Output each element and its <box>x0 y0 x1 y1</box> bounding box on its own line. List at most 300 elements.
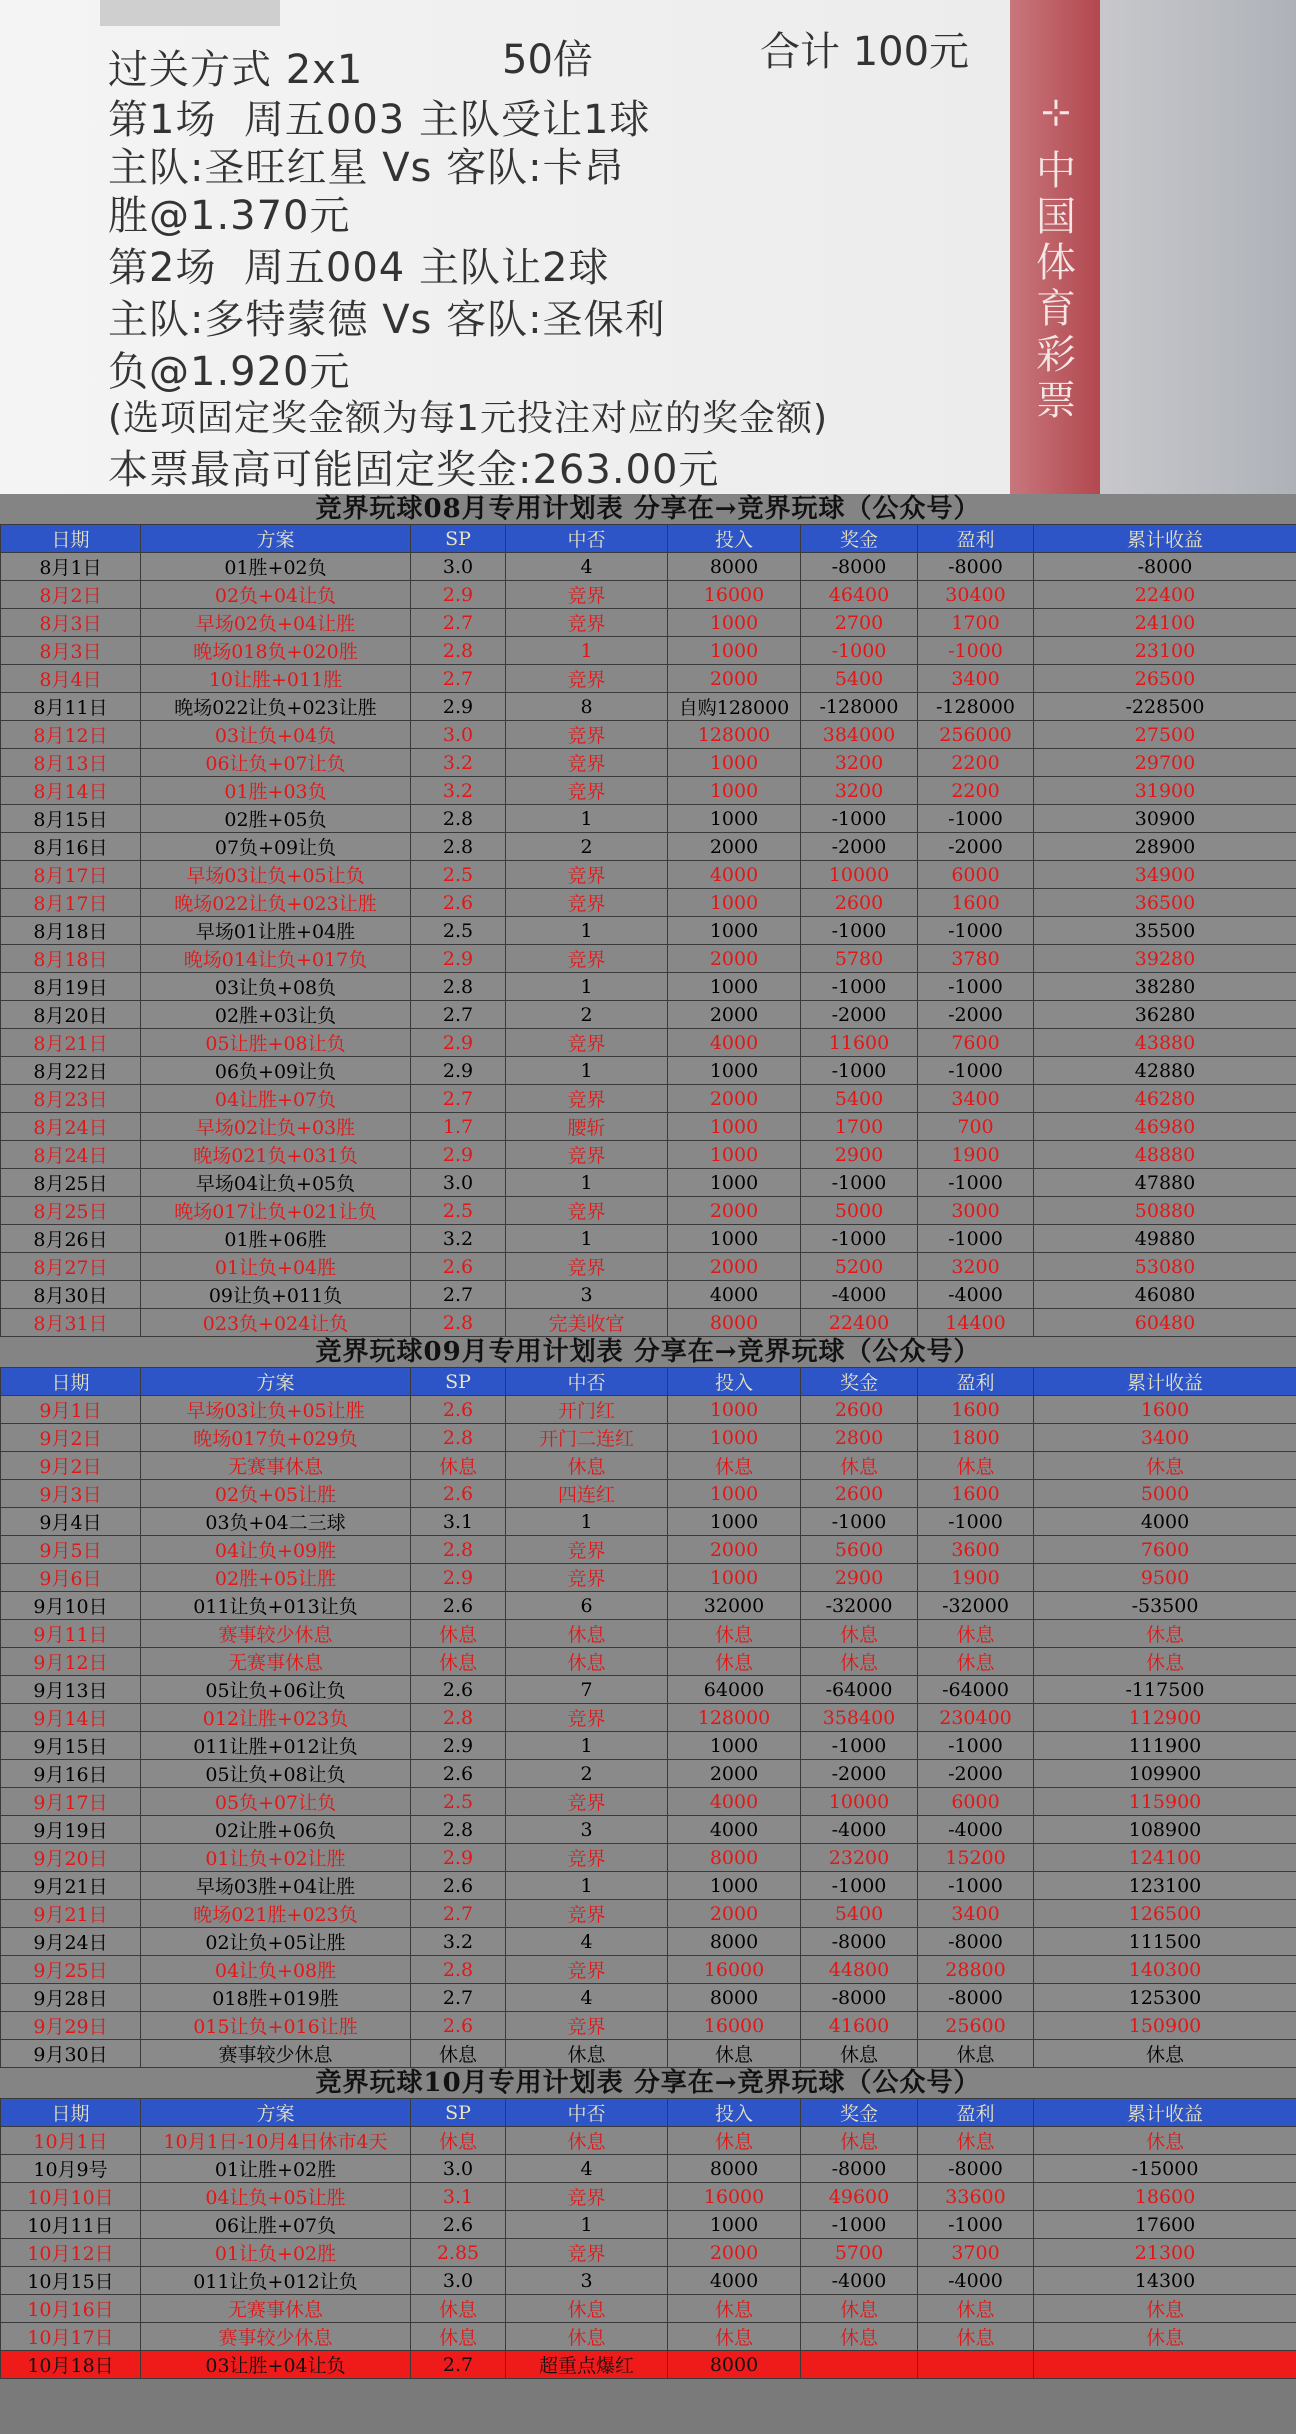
cell-plan: 04让负+08胜 <box>141 1956 411 1984</box>
cell-result: 竞界 <box>506 2239 668 2267</box>
table-row <box>1 1592 1296 1620</box>
cell-result: 竞界 <box>506 721 668 749</box>
table-row <box>1 889 1296 917</box>
cell-plan: 06让胜+07负 <box>141 2211 411 2239</box>
cell-sp: 2.6 <box>411 1396 506 1424</box>
cell-prize: -1000 <box>801 1508 918 1536</box>
cell-plan: 023负+024让负 <box>141 1309 411 1337</box>
cell-date: 8月18日 <box>1 945 141 973</box>
cell-sp: 2.9 <box>411 1564 506 1592</box>
cell-sp: 3.0 <box>411 721 506 749</box>
cell-cumulative: 43880 <box>1034 1029 1296 1057</box>
table-row <box>1 2155 1296 2183</box>
cell-profit: 28800 <box>918 1956 1034 1984</box>
cell-prize: 5400 <box>801 1900 918 1928</box>
pass-method: 过关方式 2x1 <box>108 47 364 93</box>
cell-date: 8月3日 <box>1 637 141 665</box>
cell-plan: 02负+04让负 <box>141 581 411 609</box>
cell-date: 9月20日 <box>1 1844 141 1872</box>
cell-result: 2 <box>506 1001 668 1029</box>
cell-stake: 4000 <box>668 1788 801 1816</box>
column-header-plan: 方案 <box>141 1368 411 1396</box>
cell-prize: 5400 <box>801 1085 918 1113</box>
cell-plan: 10让胜+011胜 <box>141 665 411 693</box>
cell-date: 10月11日 <box>1 2211 141 2239</box>
cell-profit: 休息 <box>918 2295 1034 2323</box>
cell-date: 10月18日 <box>1 2351 141 2379</box>
column-header-profit: 盈利 <box>918 2099 1034 2127</box>
cell-plan: 03让胜+04让负 <box>141 2351 411 2379</box>
cell-cumulative: -117500 <box>1034 1676 1296 1704</box>
table-row <box>1 2183 1296 2211</box>
cell-prize: 5400 <box>801 665 918 693</box>
cell-result: 竞界 <box>506 581 668 609</box>
table-row <box>1 2239 1296 2267</box>
cell-sp: 2.7 <box>411 1984 506 2012</box>
cell-cumulative: 3400 <box>1034 1424 1296 1452</box>
cell-prize: 5780 <box>801 945 918 973</box>
prize-note: (选项固定奖金额为每1元投注对应的奖金额) <box>108 398 828 439</box>
table-row <box>1 1396 1296 1424</box>
cell-sp: 1.7 <box>411 1113 506 1141</box>
cell-profit: -1000 <box>918 1872 1034 1900</box>
cell-sp: 2.6 <box>411 2211 506 2239</box>
match1-header: 第1场 周五003 主队受让1球 <box>108 97 651 143</box>
cell-stake: 2000 <box>668 665 801 693</box>
cell-stake: 8000 <box>668 553 801 581</box>
table-row <box>1 1788 1296 1816</box>
cell-plan: 04让负+05让胜 <box>141 2183 411 2211</box>
cell-cumulative: 53080 <box>1034 1253 1296 1281</box>
table-row <box>1 1984 1296 2012</box>
cell-profit: 3400 <box>918 1900 1034 1928</box>
table-row <box>1 581 1296 609</box>
table-row <box>1 1704 1296 1732</box>
cell-stake: 8000 <box>668 1309 801 1337</box>
cell-date: 10月9号 <box>1 2155 141 2183</box>
cell-sp: 2.8 <box>411 1956 506 1984</box>
cell-plan: 早场02负+04让胜 <box>141 609 411 637</box>
cell-stake: 8000 <box>668 2351 801 2379</box>
cell-prize: -1000 <box>801 637 918 665</box>
cell-cumulative: 124100 <box>1034 1844 1296 1872</box>
cell-result: 1 <box>506 1169 668 1197</box>
cell-date: 8月27日 <box>1 1253 141 1281</box>
cell-prize: -1000 <box>801 1872 918 1900</box>
cell-result: 竞界 <box>506 1956 668 1984</box>
table-row <box>1 777 1296 805</box>
cell-prize: 3200 <box>801 777 918 805</box>
cell-result: 6 <box>506 1592 668 1620</box>
cell-cumulative: 49880 <box>1034 1225 1296 1253</box>
column-header-date: 日期 <box>1 2099 141 2127</box>
table-row <box>1 917 1296 945</box>
cell-stake: 128000 <box>668 1704 801 1732</box>
cell-plan: 06让负+07让负 <box>141 749 411 777</box>
cell-result: 4 <box>506 2155 668 2183</box>
table-row <box>1 2040 1296 2068</box>
cell-prize: -8000 <box>801 1984 918 2012</box>
cell-date: 10月17日 <box>1 2323 141 2351</box>
cell-cumulative: -15000 <box>1034 2155 1296 2183</box>
cell-prize: 384000 <box>801 721 918 749</box>
column-header-result: 中否 <box>506 2099 668 2127</box>
table-row <box>1 1872 1296 1900</box>
cell-stake: 1000 <box>668 777 801 805</box>
cell-stake: 1000 <box>668 1732 801 1760</box>
cell-prize: -1000 <box>801 2211 918 2239</box>
cell-profit: -4000 <box>918 1816 1034 1844</box>
cell-plan: 无赛事休息 <box>141 2295 411 2323</box>
cell-result: 4 <box>506 1928 668 1956</box>
cell-stake: 16000 <box>668 2183 801 2211</box>
cell-plan: 03让负+04负 <box>141 721 411 749</box>
cell-plan: 晚场021胜+023负 <box>141 1900 411 1928</box>
column-header-sp: SP <box>411 2099 506 2127</box>
cell-date: 10月16日 <box>1 2295 141 2323</box>
table-row <box>1 1564 1296 1592</box>
table-row <box>1 1253 1296 1281</box>
cell-cumulative: 123100 <box>1034 1872 1296 1900</box>
cell-result: 3 <box>506 1281 668 1309</box>
table-row <box>1 2012 1296 2040</box>
cell-plan: 晚场014让负+017负 <box>141 945 411 973</box>
cell-sp: 2.8 <box>411 805 506 833</box>
cell-sp: 3.0 <box>411 2155 506 2183</box>
cell-profit: 休息 <box>918 2040 1034 2068</box>
cell-cumulative: 140300 <box>1034 1956 1296 1984</box>
cell-plan: 05让负+08让负 <box>141 1760 411 1788</box>
cell-profit: 2200 <box>918 749 1034 777</box>
cell-date: 9月6日 <box>1 1564 141 1592</box>
cell-result: 休息 <box>506 2040 668 2068</box>
cell-stake: 16000 <box>668 581 801 609</box>
cell-prize: 46400 <box>801 581 918 609</box>
cell-cumulative: 14300 <box>1034 2267 1296 2295</box>
cell-cumulative: 17600 <box>1034 2211 1296 2239</box>
cell-stake: 2000 <box>668 1536 801 1564</box>
column-header-profit: 盈利 <box>918 1368 1034 1396</box>
cell-result: 竞界 <box>506 1197 668 1225</box>
cell-stake: 4000 <box>668 1816 801 1844</box>
cell-plan: 01胜+03负 <box>141 777 411 805</box>
table-row <box>1 1648 1296 1676</box>
cell-stake: 64000 <box>668 1676 801 1704</box>
cell-cumulative: 39280 <box>1034 945 1296 973</box>
cell-plan: 早场04让负+05负 <box>141 1169 411 1197</box>
multiple: 50倍 <box>502 37 593 83</box>
cell-profit: 休息 <box>918 1452 1034 1480</box>
cell-profit: 休息 <box>918 1620 1034 1648</box>
cell-plan: 无赛事休息 <box>141 1648 411 1676</box>
cell-cumulative: 28900 <box>1034 833 1296 861</box>
cell-stake: 32000 <box>668 1592 801 1620</box>
cell-stake: 1000 <box>668 1225 801 1253</box>
cell-result: 竞界 <box>506 2012 668 2040</box>
cell-result: 竞界 <box>506 1085 668 1113</box>
table-row <box>1 1424 1296 1452</box>
cell-stake: 1000 <box>668 1396 801 1424</box>
cell-profit: 14400 <box>918 1309 1034 1337</box>
table-row <box>1 721 1296 749</box>
table-row <box>1 553 1296 581</box>
cell-profit: -1000 <box>918 1508 1034 1536</box>
cell-profit: 1900 <box>918 1141 1034 1169</box>
cell-date: 8月1日 <box>1 553 141 581</box>
cell-stake: 1000 <box>668 1057 801 1085</box>
table-row <box>1 833 1296 861</box>
cell-result: 1 <box>506 973 668 1001</box>
cell-profit: -8000 <box>918 1984 1034 2012</box>
cell-result: 7 <box>506 1676 668 1704</box>
cell-date: 10月10日 <box>1 2183 141 2211</box>
cell-profit: 1800 <box>918 1424 1034 1452</box>
cell-sp: 2.9 <box>411 1141 506 1169</box>
cell-prize: 1700 <box>801 1113 918 1141</box>
cell-sp: 2.8 <box>411 973 506 1001</box>
cell-prize: -8000 <box>801 2155 918 2183</box>
column-header-prize: 奖金 <box>801 2099 918 2127</box>
cell-date: 8月20日 <box>1 1001 141 1029</box>
cell-stake: 8000 <box>668 1984 801 2012</box>
cell-date: 8月22日 <box>1 1057 141 1085</box>
table-row <box>1 609 1296 637</box>
cell-prize: -1000 <box>801 1169 918 1197</box>
cell-prize: 22400 <box>801 1309 918 1337</box>
cell-prize: 2900 <box>801 1564 918 1592</box>
cell-plan: 02胜+03让负 <box>141 1001 411 1029</box>
cell-cumulative: 7600 <box>1034 1536 1296 1564</box>
cell-stake: 休息 <box>668 2127 801 2155</box>
cell-prize: 23200 <box>801 1844 918 1872</box>
cell-date: 8月15日 <box>1 805 141 833</box>
cell-sp: 2.9 <box>411 1732 506 1760</box>
cell-prize: -64000 <box>801 1676 918 1704</box>
cell-date: 8月4日 <box>1 665 141 693</box>
cell-result: 1 <box>506 805 668 833</box>
table-row <box>1 861 1296 889</box>
cell-sp: 2.8 <box>411 1309 506 1337</box>
cell-sp: 2.9 <box>411 1057 506 1085</box>
cell-sp: 3.0 <box>411 2267 506 2295</box>
cell-profit: 3700 <box>918 2239 1034 2267</box>
cell-cumulative: 38280 <box>1034 973 1296 1001</box>
cell-result: 2 <box>506 833 668 861</box>
cell-stake: 2000 <box>668 1760 801 1788</box>
cell-result: 3 <box>506 1816 668 1844</box>
cell-prize: -1000 <box>801 1225 918 1253</box>
cell-stake: 1000 <box>668 889 801 917</box>
cell-date: 9月3日 <box>1 1480 141 1508</box>
cell-plan: 晚场017负+029负 <box>141 1424 411 1452</box>
column-header-result: 中否 <box>506 1368 668 1396</box>
cell-cumulative: 36500 <box>1034 889 1296 917</box>
cell-cumulative: 115900 <box>1034 1788 1296 1816</box>
cell-cumulative: 42880 <box>1034 1057 1296 1085</box>
table-row <box>1 1169 1296 1197</box>
cell-cumulative: 30900 <box>1034 805 1296 833</box>
cell-prize: 休息 <box>801 2323 918 2351</box>
cell-result: 休息 <box>506 1620 668 1648</box>
cell-stake: 2000 <box>668 1253 801 1281</box>
cell-sp: 2.8 <box>411 1536 506 1564</box>
cell-result: 竞界 <box>506 861 668 889</box>
table-header-row <box>1 525 1296 553</box>
cell-date: 8月24日 <box>1 1113 141 1141</box>
cell-sp: 2.7 <box>411 2351 506 2379</box>
cell-stake: 2000 <box>668 2239 801 2267</box>
cell-prize <box>801 2351 918 2379</box>
cell-profit: -8000 <box>918 1928 1034 1956</box>
cell-result: 休息 <box>506 2127 668 2155</box>
cell-result: 1 <box>506 1732 668 1760</box>
cell-date: 8月25日 <box>1 1169 141 1197</box>
cell-profit: -64000 <box>918 1676 1034 1704</box>
cell-plan: 03让负+08负 <box>141 973 411 1001</box>
cell-cumulative: 46080 <box>1034 1281 1296 1309</box>
lottery-logo-icon: ⊹ <box>1040 92 1072 133</box>
cell-stake: 1000 <box>668 609 801 637</box>
table-row <box>1 1956 1296 1984</box>
cell-profit: 6000 <box>918 861 1034 889</box>
cell-profit: 休息 <box>918 2127 1034 2155</box>
cell-sp: 3.0 <box>411 1169 506 1197</box>
cell-date: 9月29日 <box>1 2012 141 2040</box>
cell-stake: 1000 <box>668 2211 801 2239</box>
table-row <box>1 2323 1296 2351</box>
cell-sp: 2.85 <box>411 2239 506 2267</box>
table-row <box>1 1281 1296 1309</box>
cell-plan: 018胜+019胜 <box>141 1984 411 2012</box>
cell-stake: 4000 <box>668 1281 801 1309</box>
cell-date: 8月30日 <box>1 1281 141 1309</box>
cell-stake: 1000 <box>668 805 801 833</box>
cell-prize: -128000 <box>801 693 918 721</box>
cell-result: 1 <box>506 1508 668 1536</box>
table-header-row <box>1 1368 1296 1396</box>
column-header-plan: 方案 <box>141 2099 411 2127</box>
cell-plan: 06负+09让负 <box>141 1057 411 1085</box>
cell-sp: 2.8 <box>411 1816 506 1844</box>
cell-sp: 2.5 <box>411 1197 506 1225</box>
cell-plan: 03负+04二三球 <box>141 1508 411 1536</box>
cell-cumulative: -8000 <box>1034 553 1296 581</box>
cell-plan: 01胜+02负 <box>141 553 411 581</box>
cell-date: 8月11日 <box>1 693 141 721</box>
table-row <box>1 1816 1296 1844</box>
cell-sp: 2.7 <box>411 1001 506 1029</box>
cell-profit <box>918 2351 1034 2379</box>
cell-sp: 2.9 <box>411 1844 506 1872</box>
cell-profit: 3400 <box>918 1085 1034 1113</box>
cell-profit: 1600 <box>918 1480 1034 1508</box>
cell-sp: 休息 <box>411 2295 506 2323</box>
cell-prize: 49600 <box>801 2183 918 2211</box>
cell-result: 竞界 <box>506 945 668 973</box>
cell-prize: 358400 <box>801 1704 918 1732</box>
cell-plan: 早场03让负+05让胜 <box>141 1396 411 1424</box>
table-row <box>1 665 1296 693</box>
column-header-stake: 投入 <box>668 525 801 553</box>
cell-sp: 2.6 <box>411 1592 506 1620</box>
cell-result: 3 <box>506 2267 668 2295</box>
match1-odds: 胜@1.370元 <box>108 193 351 239</box>
cell-date: 9月19日 <box>1 1816 141 1844</box>
cell-cumulative: 24100 <box>1034 609 1296 637</box>
cell-plan: 09让负+011负 <box>141 1281 411 1309</box>
cell-prize: -8000 <box>801 553 918 581</box>
column-header-sp: SP <box>411 525 506 553</box>
cell-date: 8月19日 <box>1 973 141 1001</box>
cell-cumulative: 111500 <box>1034 1928 1296 1956</box>
cell-profit: -8000 <box>918 2155 1034 2183</box>
cell-stake: 休息 <box>668 1620 801 1648</box>
cell-sp: 2.7 <box>411 665 506 693</box>
cell-plan: 02胜+05负 <box>141 805 411 833</box>
cell-prize: 2600 <box>801 1396 918 1424</box>
cell-date: 8月17日 <box>1 861 141 889</box>
cell-date: 10月1日 <box>1 2127 141 2155</box>
cell-plan: 晚场021负+031负 <box>141 1141 411 1169</box>
cell-stake: 1000 <box>668 749 801 777</box>
cell-stake: 1000 <box>668 1141 801 1169</box>
table-row <box>1 1508 1296 1536</box>
cell-plan: 晚场022让负+023让胜 <box>141 693 411 721</box>
cell-stake: 1000 <box>668 1169 801 1197</box>
cell-stake: 1000 <box>668 637 801 665</box>
cell-result: 竞界 <box>506 1536 668 1564</box>
cell-profit: 7600 <box>918 1029 1034 1057</box>
cell-result: 腰斩 <box>506 1113 668 1141</box>
cell-stake: 1000 <box>668 1424 801 1452</box>
cell-date: 8月17日 <box>1 889 141 917</box>
cell-date: 9月4日 <box>1 1508 141 1536</box>
cell-stake: 休息 <box>668 2040 801 2068</box>
cell-date: 8月2日 <box>1 581 141 609</box>
cell-profit: -1000 <box>918 917 1034 945</box>
cell-plan: 早场03胜+04让胜 <box>141 1872 411 1900</box>
table-row <box>1 805 1296 833</box>
cell-date: 8月18日 <box>1 917 141 945</box>
cell-cumulative: -53500 <box>1034 1592 1296 1620</box>
cell-date: 8月25日 <box>1 1197 141 1225</box>
cell-date: 8月26日 <box>1 1225 141 1253</box>
cell-sp: 2.7 <box>411 1281 506 1309</box>
cell-stake: 自购128000 <box>668 693 801 721</box>
cell-result: 1 <box>506 2211 668 2239</box>
table-row <box>1 1141 1296 1169</box>
cell-plan: 01让胜+02胜 <box>141 2155 411 2183</box>
cell-result: 四连红 <box>506 1480 668 1508</box>
table-row <box>1 1085 1296 1113</box>
cell-cumulative: 31900 <box>1034 777 1296 805</box>
table-row <box>1 1225 1296 1253</box>
cell-stake: 2000 <box>668 1900 801 1928</box>
cell-result: 休息 <box>506 2323 668 2351</box>
cell-sp: 2.9 <box>411 581 506 609</box>
photo-background <box>1100 0 1296 494</box>
cell-plan: 01让负+02胜 <box>141 2239 411 2267</box>
cell-sp: 3.1 <box>411 1508 506 1536</box>
cell-cumulative: 休息 <box>1034 1620 1296 1648</box>
cell-plan: 02让负+05让胜 <box>141 1928 411 1956</box>
cell-profit: -1000 <box>918 1169 1034 1197</box>
cell-sp: 2.6 <box>411 1480 506 1508</box>
cell-date: 9月21日 <box>1 1900 141 1928</box>
cell-sp: 2.9 <box>411 1029 506 1057</box>
column-header-sp: SP <box>411 1368 506 1396</box>
cell-stake: 1000 <box>668 1508 801 1536</box>
